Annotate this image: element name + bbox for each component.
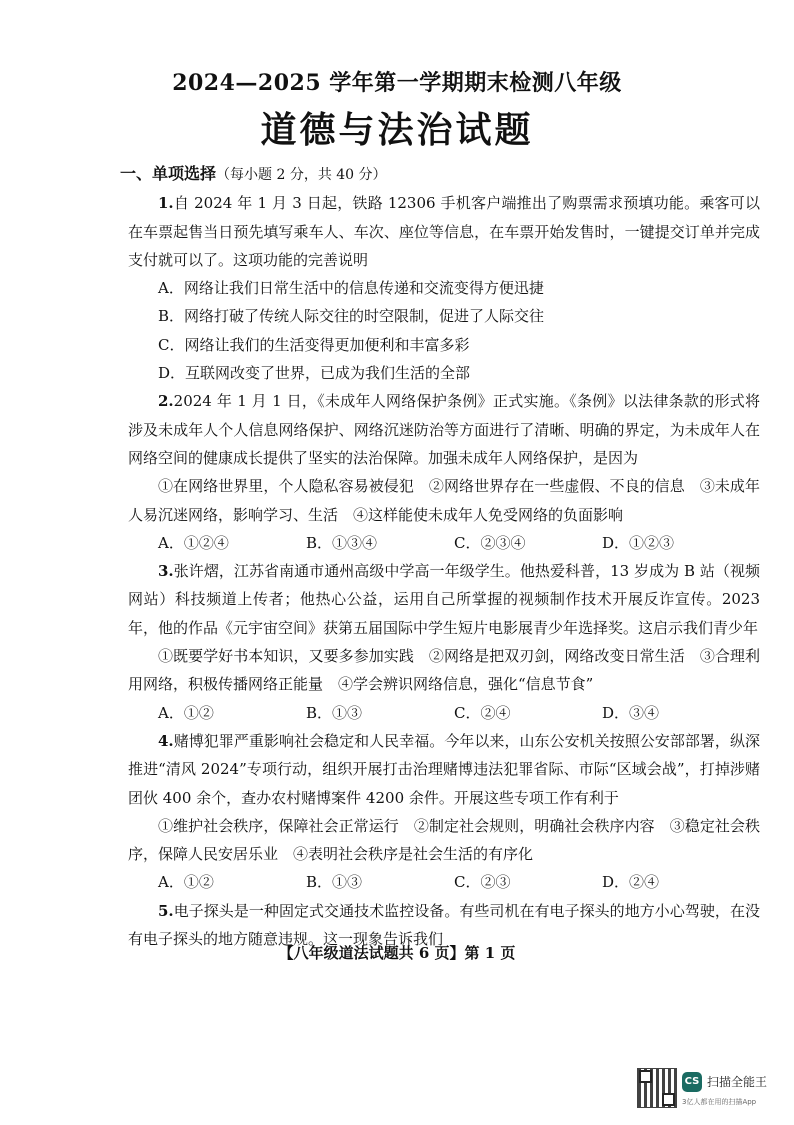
section-title-text: 一、单项选择: [120, 164, 217, 183]
section-score-note: （每小题 2 分，共 40 分）: [216, 167, 387, 183]
question-number: 2.: [158, 392, 174, 411]
question-number: 5.: [158, 901, 174, 920]
camscanner-logo-icon: CS: [682, 1072, 702, 1092]
q2-option-b: B．①③④: [306, 533, 378, 552]
section-heading: [120, 160, 760, 189]
qr-code-icon: [637, 1068, 677, 1108]
question-3-stem: [128, 557, 760, 642]
question-text: 电子探头是一种固定式交通技术监控设备。有些司机在有电子探头的地方小心驾驶，在没有电子探头的地方随意违规。这一现象告诉我们: [128, 901, 760, 949]
question-1-stem: [128, 189, 760, 274]
scanner-app-name: 扫描全能王: [707, 1075, 768, 1089]
scanner-app-tagline: 3亿人都在用的扫描App: [682, 1098, 757, 1106]
q3-option-a: A．①②: [158, 703, 214, 722]
q3-options: [128, 699, 760, 727]
q2-options: [128, 529, 760, 557]
subject-title: 道德与法治试题: [260, 109, 534, 151]
q1-option-d: D．互联网改变了世界，已成为我们生活的全部: [158, 364, 471, 383]
q2-option-c: C．②③④: [454, 533, 526, 552]
question-number: 3.: [158, 562, 174, 581]
question-text: 自 2024 年 1 月 3 日起，铁路 12306 手机客户端推出了购票需求预填功能。乘客可以在车票起售当日预先填写乘车人、车次、座位等信息，在车票开始发售时，一键提交订单并完成支付就可以了。这项功能的完善说明: [128, 194, 760, 269]
q4-option-c: C．②③: [454, 873, 511, 892]
q4-statements: ①维护社会秩序，保障社会正常运行 ②制定社会规则，明确社会秩序内容 ③稳定社会秩序，保障人民安居乐业 ④表明社会秩序是社会生活的有序化: [128, 816, 760, 864]
q4-option-b: B．①③: [306, 873, 363, 892]
question-text: 赌博犯罪严重影响社会稳定和人民幸福。今年以来，山东公安机关按照公安部部署，纵深推进“清风 2024”专项行动，组织开展打击治理赌博违法犯罪省际、市际“区域会战”，打掉涉赌团伙 400 余个，查办农村赌博案件 4200 余件。开展这些专项工作有利于: [128, 731, 760, 807]
q3-statements: ①既要学好书本知识，又要多参加实践 ②网络是把双刃剑，网络改变日常生活 ③合理利用网络，积极传播网络正能量 ④学会辨识网络信息，强化“信息节食”: [128, 647, 760, 694]
question-text: 张许熠，江苏省南通市通州高级中学高一年级学生。他热爱科普，13 岁成为 B 站（视频网站）科技频道上传者；他热心公益，运用自己所掌握的视频制作技术开展反诈宣传。2023 年，他的作品《元宇宙空间》获第五届国际中学生短片电影展青少年选择奖。这启示我们青少年: [128, 562, 760, 637]
q3-option-c: C．②④: [454, 703, 511, 722]
q2-option-a: A．①②④: [158, 533, 229, 552]
question-number: 4.: [158, 731, 174, 750]
question-2-stem: [128, 387, 760, 472]
question-number: 1.: [158, 194, 174, 213]
q4-option-d: D．②④: [602, 873, 660, 892]
page-footer: 【八年级道法试题共 6 页】第 1 页: [278, 944, 516, 962]
q4-options: [128, 868, 760, 896]
exam-title: 2024—2025 学年第一学期期末检测八年级: [172, 70, 622, 96]
q1-option-a: A．网络让我们日常生活中的信息传递和交流变得方便迅捷: [158, 279, 544, 298]
q1-option-c: C．网络让我们的生活变得更加便利和丰富多彩: [158, 335, 470, 354]
q2-option-d: D．①②③: [602, 533, 675, 552]
q3-option-b: B．①③: [306, 703, 363, 722]
question-text: 2024 年 1 月 1 日，《未成年人网络保护条例》正式实施。《条例》以法律条款的形式将涉及未成年人个人信息网络保护、网络沉迷防治等方面进行了清晰、明确的界定，为未成年人在网络空间的健康成长提供了坚实的法治保障。加强未成年人网络保护，是因为: [128, 392, 760, 467]
exam-content: [120, 160, 760, 953]
q1-option-b: B．网络打破了传统人际交往的时空限制，促进了人际交往: [158, 307, 545, 326]
q2-statements: ①在网络世界里，个人隐私容易被侵犯 ②网络世界存在一些虚假、不良的信息 ③未成年人易沉迷网络，影响学习、生活 ④这样能使未成年人免受网络的负面影响: [128, 477, 760, 524]
q4-option-a: A．①②: [158, 873, 214, 892]
question-4-stem: [128, 727, 760, 812]
q3-option-d: D．③④: [602, 703, 660, 722]
